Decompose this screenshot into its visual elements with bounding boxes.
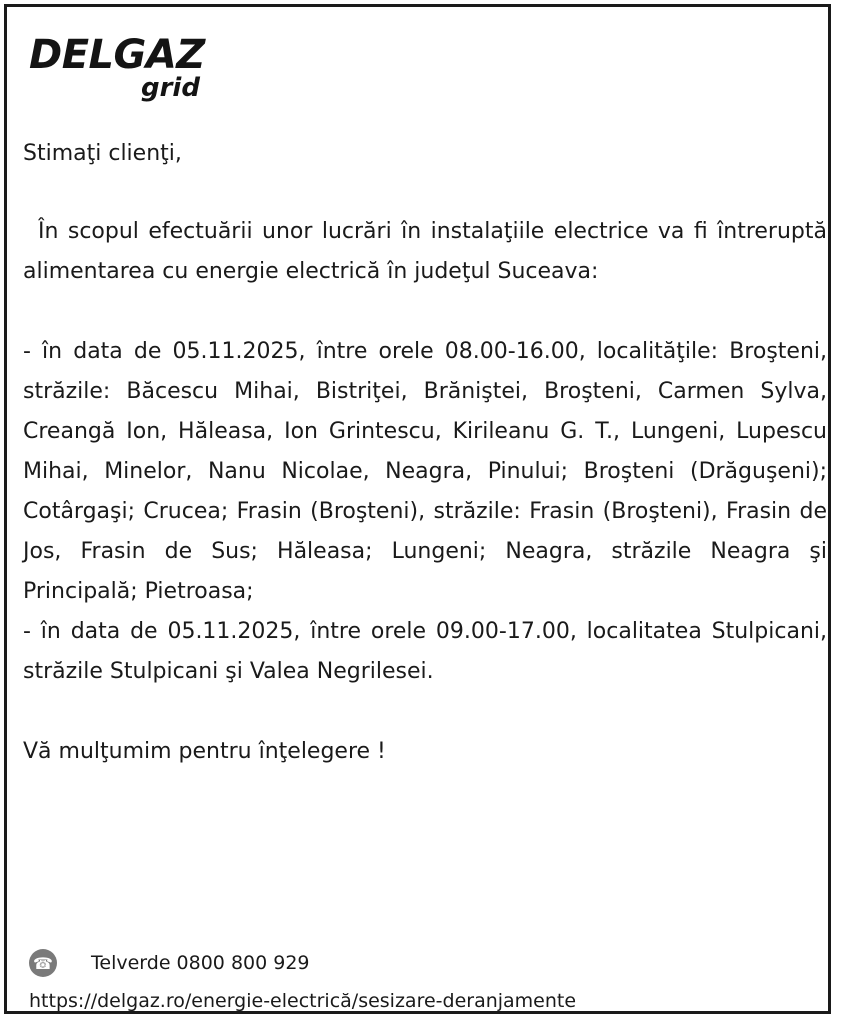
- logo-sub-text: grid: [141, 73, 200, 103]
- intro-paragraph: În scopul efectuării unor lucrări în instalaţiile electrice va fi întreruptă alimentarea cu energie electrică în judeţul Suceava:: [23, 219, 827, 284]
- notice-frame: [4, 4, 831, 1014]
- report-url[interactable]: https://delgaz.ro/energie-electrică/sesizare-deranjamente: [29, 990, 577, 1012]
- contact-block: [29, 947, 809, 1015]
- notice-body: [23, 134, 827, 772]
- phone-row: [29, 947, 809, 979]
- logo-brand-text: DELGAZ: [29, 32, 205, 78]
- phone-icon: ☎: [29, 949, 57, 977]
- phone-number: Telverde 0800 800 929: [91, 952, 310, 974]
- outage-item-1: - în data de 05.11.2025, între orele 08.00-16.00, localităţile: Broşteni, străzile: Băcescu Mihai, Bistriţei, Brăniştei, Broşteni, Carmen Sylva, Creangă Ion, Hăleasa, Ion Grintescu, Kirileanu G. T., Lungeni, Lupescu Mihai, Minelor, Nanu Nicolae, Neagra, Pinului; Broşteni (Drăguşeni); Cotârgaşi; Crucea; Frasin (Broşteni), străzile: Frasin (Broşteni), Frasin de Jos, Frasin de Sus; Hăleasa; Lungeni; Neagra, străzile Neagra şi Principală; Pietroasa;: [23, 339, 827, 604]
- thanks-line: Vă mulţumim pentru înţelegere !: [23, 739, 386, 764]
- outage-item-2: - în data de 05.11.2025, între orele 09.00-17.00, localitatea Stulpicani, străzile Stulpicani şi Valea Negrilesei.: [23, 619, 827, 684]
- greeting: Stimaţi clienţi,: [23, 141, 182, 166]
- delgaz-grid-logo: [29, 31, 229, 109]
